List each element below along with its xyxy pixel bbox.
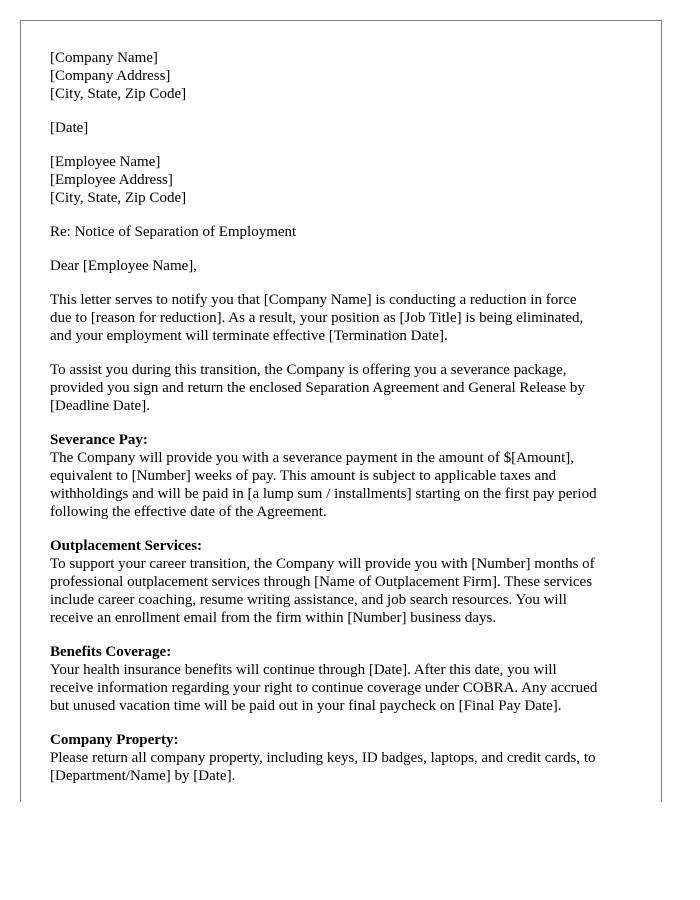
intro-line: This letter serves to notify you that [Company Name] is conducting a reduction in force [50,292,577,308]
section-company-property [50,731,646,785]
section-line: equivalent to [Number] weeks of pay. This amount is subject to applicable taxes and [50,468,557,484]
sender-address [50,49,646,103]
sender-city-state-zip: [City, State, Zip Code] [50,86,187,102]
section-heading: Benefits Coverage: [50,644,172,660]
section-line: following the effective date of the Agreement. [50,504,327,520]
sender-company-name: [Company Name] [50,50,158,66]
salutation-text: Dear [Employee Name], [50,258,198,274]
section-heading: Company Property: [50,732,179,748]
section-severance-pay [50,431,646,521]
recipient-employee-name: [Employee Name] [50,154,161,170]
salutation [50,257,646,275]
letter-date [50,119,646,137]
section-line: Your health insurance benefits will continue through [Date]. After this date, you will [50,662,557,678]
section-benefits-coverage [50,643,646,715]
section-line: receive an enrollment email from the firm within [Number] business days. [50,610,497,626]
section-line: The Company will provide you with a severance payment in the amount of $[Amount], [50,450,575,466]
subject-line [50,223,646,241]
recipient-employee-address: [Employee Address] [50,172,173,188]
sender-company-address: [Company Address] [50,68,171,84]
section-line: but unused vacation time will be paid out in your final paycheck on [Final Pay Date]. [50,698,562,714]
package-line: [Deadline Date]. [50,398,150,414]
section-line: To support your career transition, the Company will provide you with [Number] months of [50,556,595,572]
subject-text: Re: Notice of Separation of Employment [50,224,297,240]
section-line: withholdings and will be paid in [a lump sum / installments] starting on the first pay period [50,486,597,502]
date-text: [Date] [50,120,89,136]
section-line: include career coaching, resume writing assistance, and job search resources. You will [50,592,567,608]
section-line: [Department/Name] by [Date]. [50,768,236,784]
letter-content [50,49,646,801]
section-line: receive information regarding your right to continue coverage under COBRA. Any accrued [50,680,598,696]
letter-page [20,20,662,802]
package-paragraph [50,361,646,415]
package-line: To assist you during this transition, the Company is offering you a severance package, [50,362,567,378]
section-outplacement-services [50,537,646,627]
section-line: professional outplacement services through [Name of Outplacement Firm]. These services [50,574,593,590]
intro-line: and your employment will terminate effective [Termination Date]. [50,328,448,344]
section-heading: Severance Pay: [50,432,148,448]
section-heading: Outplacement Services: [50,538,203,554]
recipient-address [50,153,646,207]
recipient-city-state-zip: [City, State, Zip Code] [50,190,187,206]
intro-paragraph [50,291,646,345]
package-line: provided you sign and return the enclosed Separation Agreement and General Release by [50,380,585,396]
intro-line: due to [reason for reduction]. As a result, your position as [Job Title] is being eliminated, [50,310,584,326]
section-line: Please return all company property, including keys, ID badges, laptops, and credit cards, to [50,750,596,766]
